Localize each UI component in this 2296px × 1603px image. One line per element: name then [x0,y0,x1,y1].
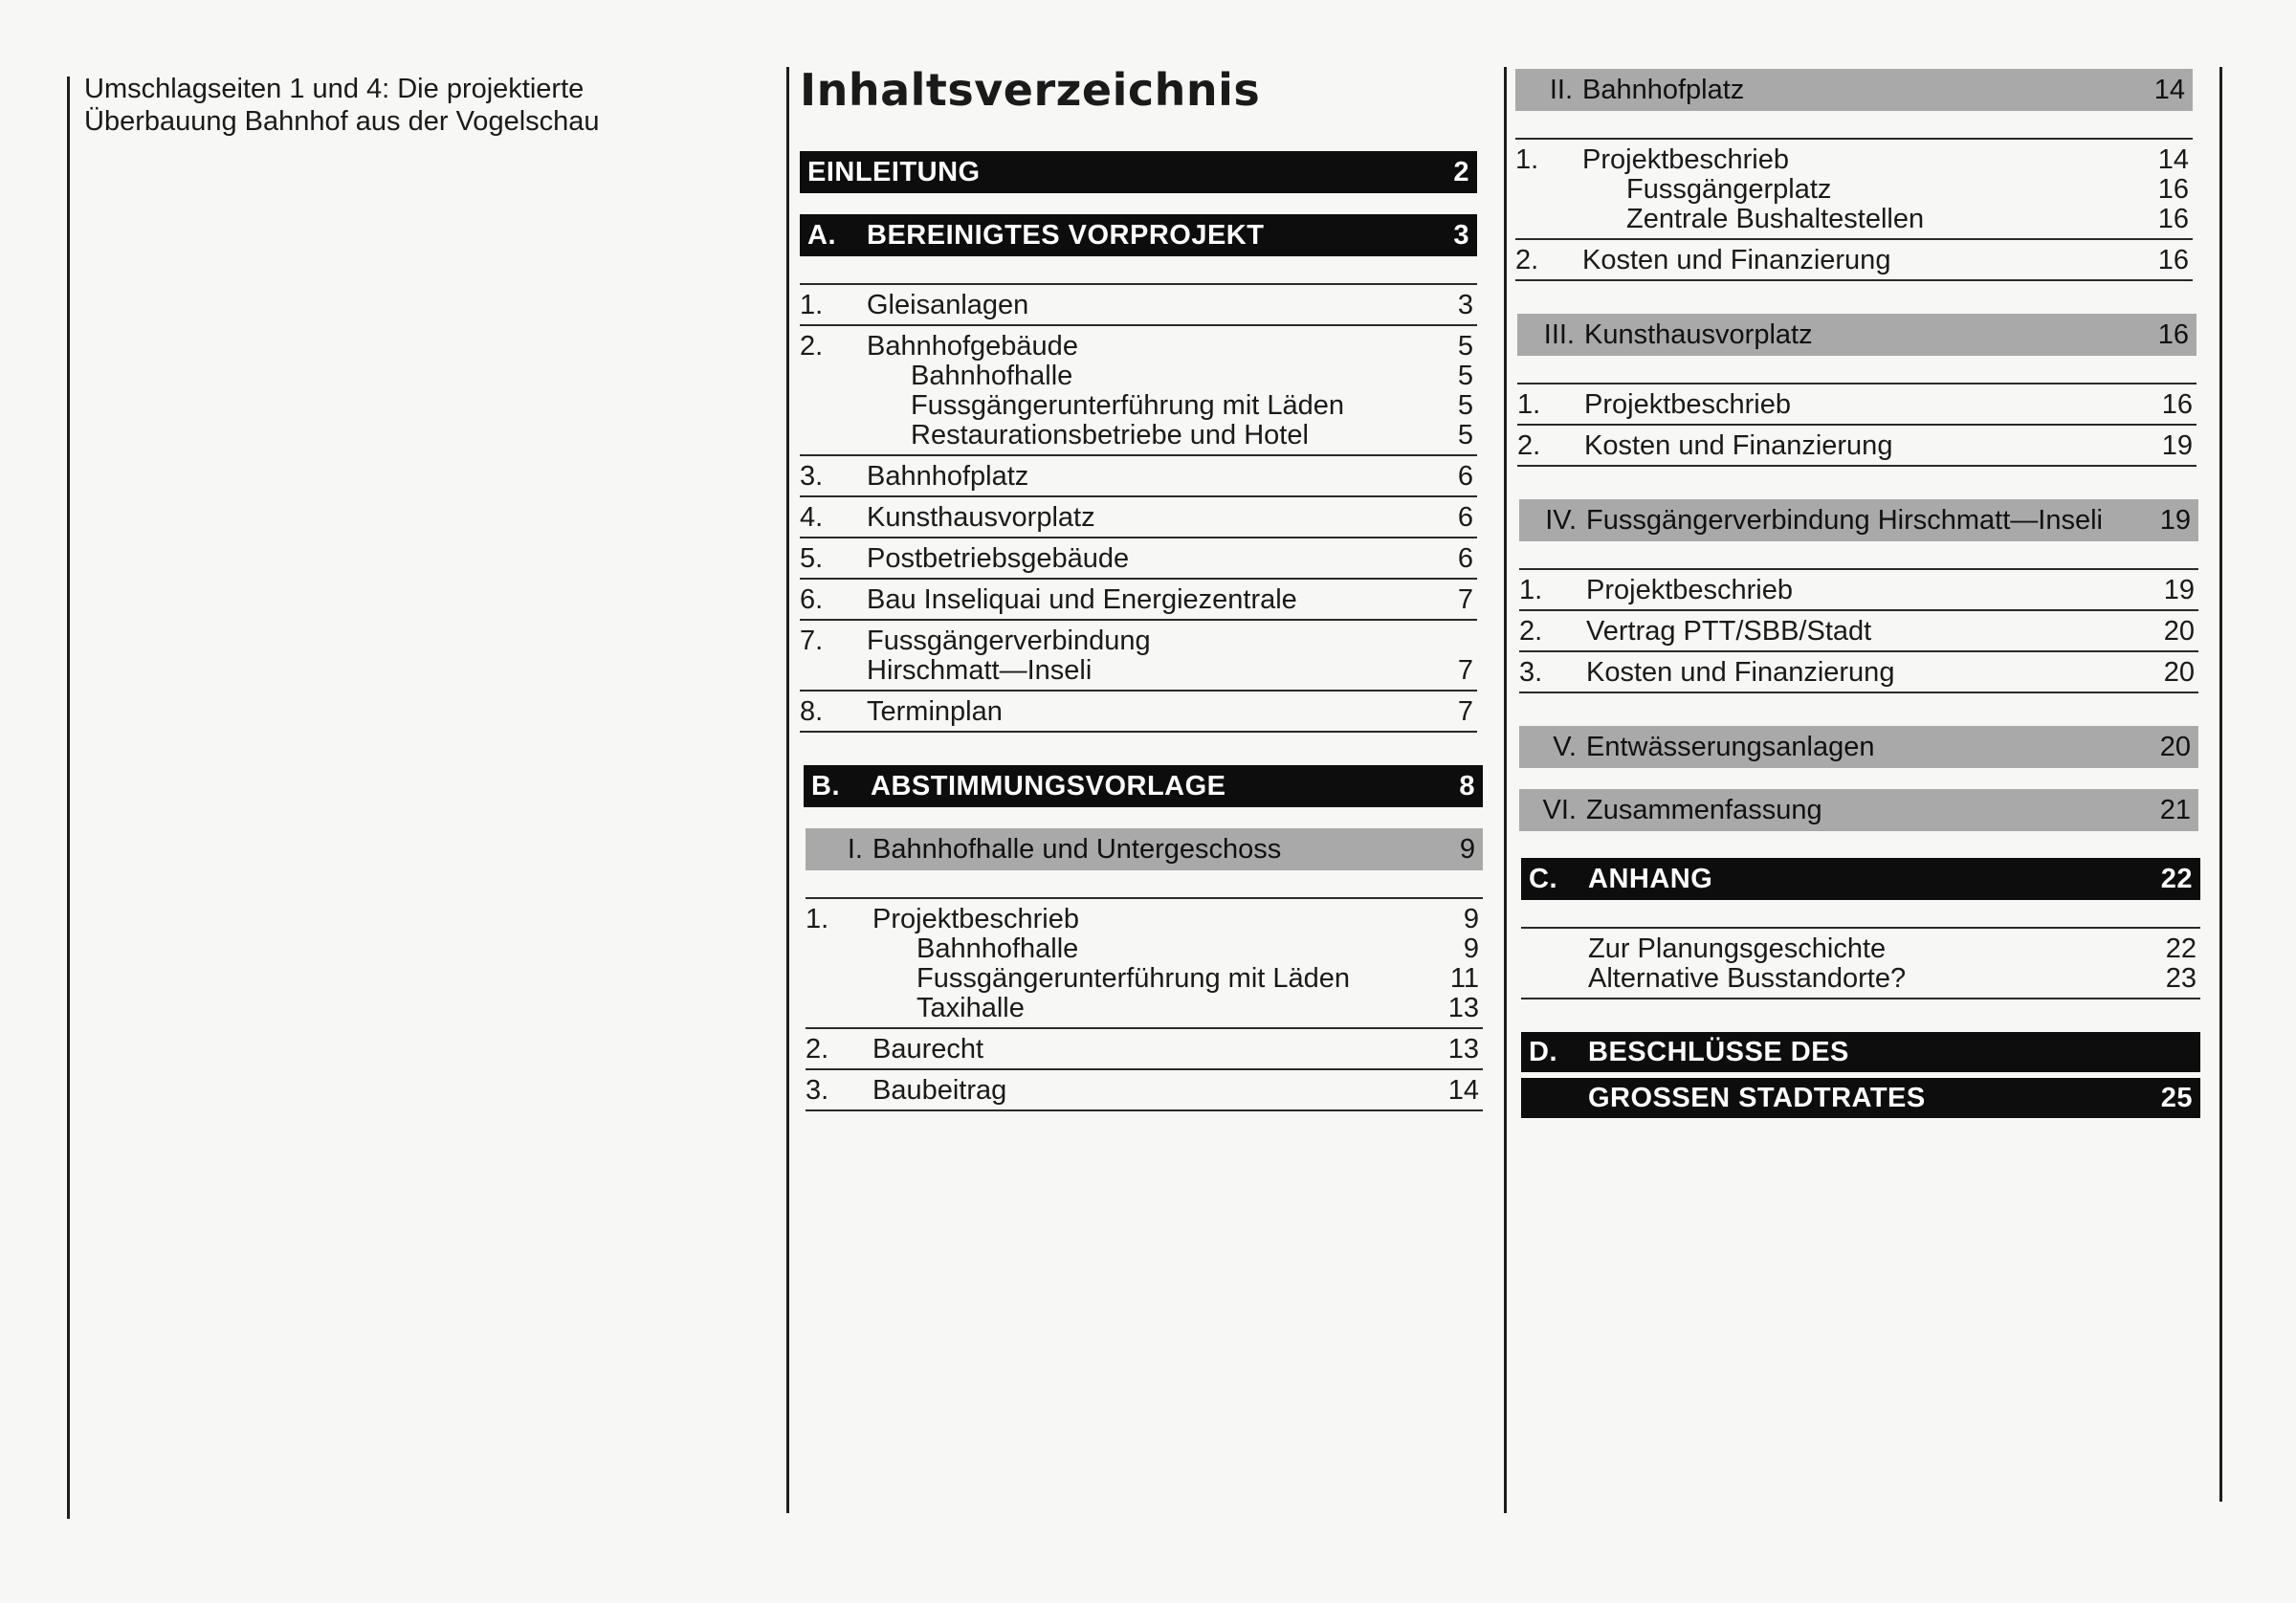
toc-subentry-line [872,994,1479,1023]
toc-subheading-number: IV. [1545,504,1577,536]
toc-entry-line [872,1076,1479,1106]
toc-entry-body [867,544,1473,574]
toc-entry[interactable] [800,326,1477,456]
toc-entry-body [867,585,1473,615]
caption-line-2: Überbauung Bahnhof aus der Vogelschau [84,106,600,137]
toc-entry-number: 6. [800,584,824,615]
toc-entry-number: 1. [806,904,829,934]
toc-entry-text: Restaurationsbetriebe und Hotel [911,420,1309,450]
toc-entry-body [1584,390,2193,420]
toc-entry-text: Fussgängerunterführung mit Läden [911,390,1345,421]
toc-entry-line [1582,246,2189,275]
toc-subheading-page: 20 [2159,731,2191,762]
toc-heading-label: EINLEITUNG [807,156,981,187]
toc-entry-page: 7 [1457,696,1473,727]
toc-entry-body [1586,617,2195,647]
toc-heading-section-b[interactable] [804,765,1483,807]
toc-heading-section-a[interactable] [800,214,1477,256]
toc-heading-section-d-continued[interactable] [1521,1078,2200,1118]
toc-subheading-page: 19 [2159,504,2191,536]
toc-entry-text: Terminplan [867,696,1003,727]
toc-heading-page: 22 [2160,863,2193,894]
toc-list-section-c [1521,927,2200,999]
toc-entry-line [1586,617,2195,647]
toc-heading-page: 25 [2160,1082,2193,1113]
toc-entry-line [1586,658,2195,688]
toc-entry-text: Kosten und Finanzierung [1586,657,1895,688]
toc-entry-page: 7 [1457,584,1473,615]
toc-entry[interactable] [1519,652,2198,693]
toc-subheading-label: Zusammenfassung [1586,794,1822,825]
toc-entry-page: 16 [2161,389,2193,420]
toc-list-b-ii [1515,138,2193,281]
toc-entry-page: 14 [2157,144,2189,175]
toc-entry-body [867,626,1473,686]
toc-subheading-number: II. [1549,74,1573,105]
toc-entry-body [872,1076,1479,1106]
toc-entry-page: 6 [1457,543,1473,574]
toc-column-right [1515,69,2197,1118]
toc-subheading-page: 16 [2157,318,2189,350]
toc-entry-body [872,905,1479,1023]
toc-entry-line [867,697,1473,727]
column-rule-right [2219,67,2222,1502]
toc-subentry-line [1588,964,2197,994]
toc-list-b-iii [1517,383,2197,467]
toc-entry-line [867,291,1473,320]
toc-entry-number: 2. [806,1034,829,1065]
toc-entry-line [1588,934,2197,964]
toc-entry-page: 13 [1447,1034,1479,1065]
toc-entry-body [1586,658,2195,688]
toc-entry-line [867,332,1473,362]
toc-entry-page: 23 [2165,963,2197,994]
toc-subentry-line [867,421,1473,450]
toc-entry-text: Hirschmatt—Inseli [867,655,1093,686]
toc-subheading-label: Entwässerungsanlagen [1586,731,1875,762]
toc-entry-text: Fussgängerverbindung [867,626,1151,656]
toc-entry[interactable] [1515,240,2193,281]
toc-entry-number: 8. [800,696,824,727]
toc-entry-body [867,332,1473,450]
toc-entry-text: Alternative Busstandorte? [1588,963,1907,994]
toc-entry-page: 5 [1457,420,1473,450]
toc-column-left [800,63,1479,1111]
toc-entry-number: 5. [800,543,824,574]
toc-entry-page: 5 [1457,331,1473,362]
toc-subheading-label: Fussgängerverbindung Hirschmatt—Inseli [1586,504,2103,536]
toc-entry-text: Bahnhofplatz [867,461,1029,492]
toc-subheading-label: Bahnhofplatz [1582,74,1745,105]
toc-heading-page: 8 [1459,770,1475,802]
toc-entry[interactable] [806,1029,1483,1070]
toc-entry[interactable] [800,621,1477,692]
column-rule-middle-left [786,67,789,1513]
toc-heading-number: D. [1529,1036,1557,1067]
toc-entry-page: 6 [1457,502,1473,533]
toc-entry-number: 2. [800,331,824,362]
toc-entry-page: 16 [2157,245,2189,275]
toc-entry-text: Bahnhofgebäude [867,331,1078,362]
toc-entry-number: 4. [800,502,824,533]
toc-entry-text: Bahnhofhalle [911,361,1073,391]
toc-entry-line [867,585,1473,615]
toc-entry-page: 5 [1457,361,1473,391]
toc-entry-page: 13 [1447,993,1479,1023]
toc-entry-page [1466,626,1473,656]
toc-entry-text: Gleisanlagen [867,290,1029,320]
toc-entry-page: 20 [2163,616,2195,647]
toc-subheading-number: I. [847,833,863,865]
toc-entry-page: 22 [2165,933,2197,964]
toc-subheading-b-ii[interactable] [1515,69,2193,111]
toc-entry[interactable] [1515,140,2193,240]
toc-entry[interactable] [800,538,1477,580]
toc-list-b-iv [1519,568,2198,693]
column-rule-middle-right [1504,67,1507,1513]
toc-entry-number: 1. [1515,144,1539,175]
toc-entry-page: 16 [2157,204,2189,234]
toc-entry-text: Bau Inseliquai und Energiezentrale [867,584,1297,615]
toc-subheading-b-iii[interactable] [1517,314,2197,356]
toc-entry-number: 2. [1519,616,1543,647]
toc-subheading-label: Kunsthausvorplatz [1584,318,1813,350]
toc-entry-text: Baubeitrag [872,1075,1007,1106]
toc-entry-body [867,503,1473,533]
toc-entry-number: 1. [1519,575,1543,605]
cover-caption [84,73,696,138]
toc-entry-body [872,1035,1479,1065]
toc-heading-label: ANHANG [1588,863,1713,894]
caption-line-1: Umschlagseiten 1 und 4: Die projektierte [84,74,585,104]
toc-heading-number: A. [807,219,836,251]
toc-subheading-number: III. [1543,318,1575,350]
toc-subheading-b-iv[interactable] [1519,499,2198,541]
toc-subentry-line [867,362,1473,391]
toc-subheading-number: V. [1553,731,1577,762]
toc-heading-section-c[interactable] [1521,858,2200,900]
toc-subheading-b-vi[interactable] [1519,789,2198,831]
toc-entry-body [1588,934,2197,994]
toc-entry-number: 2. [1517,430,1541,461]
toc-entry-line [867,544,1473,574]
toc-entry-line [1582,145,2189,175]
toc-entry-text: Projektbeschrieb [1582,144,1789,175]
toc-heading-label-line2: GROSSEN STADTRATES [1588,1082,1926,1113]
toc-entry-body [867,291,1473,320]
toc-entry-page: 5 [1457,390,1473,421]
toc-entry[interactable] [1517,426,2197,467]
toc-subentry-line [867,391,1473,421]
toc-entry-number: 3. [806,1075,829,1106]
toc-heading-number: C. [1529,863,1557,894]
toc-entry[interactable] [800,456,1477,497]
toc-heading-label: ABSTIMMUNGSVORLAGE [871,770,1226,802]
toc-entry[interactable] [1517,384,2197,426]
toc-subentry-line [872,964,1479,994]
toc-entry-text: Projektbeschrieb [1584,389,1791,420]
toc-entry-text: Kunsthausvorplatz [867,502,1095,533]
toc-list-section-a [800,283,1477,733]
toc-entry-number [1521,934,1588,994]
toc-entry-text: Kosten und Finanzierung [1584,430,1893,461]
toc-entry-line [1584,431,2193,461]
toc-entry-text: Kosten und Finanzierung [1582,245,1891,275]
toc-entry-body [1582,145,2189,234]
toc-entry-line [867,462,1473,492]
toc-entry-text: Vertrag PTT/SBB/Stadt [1586,616,1872,647]
toc-entry-line [1584,390,2193,420]
toc-entry-text: Taxihalle [916,993,1025,1023]
toc-entry-number: 2. [1515,245,1539,275]
toc-entry[interactable] [800,285,1477,326]
toc-entry-number: 3. [1519,657,1543,688]
toc-entry-body [1582,246,2189,275]
toc-subentry-line [872,934,1479,964]
column-rule-left [67,77,70,1519]
toc-entry-text: Projektbeschrieb [872,904,1079,934]
toc-entry-page: 9 [1463,933,1479,964]
toc-entry-line [1586,576,2195,605]
toc-entry[interactable] [806,1070,1483,1111]
toc-subentry-line [1582,205,2189,234]
toc-entry-page: 6 [1457,461,1473,492]
toc-heading-label: BEREINIGTES VORPROJEKT [867,219,1265,251]
toc-entry-body [1586,576,2195,605]
toc-entry[interactable] [800,497,1477,538]
toc-heading-section-d[interactable] [1521,1032,2200,1072]
toc-subheading-label: Bahnhofhalle und Untergeschoss [872,833,1282,865]
page-title: Inhaltsverzeichnis [800,64,1261,116]
toc-subheading-page: 9 [1459,833,1475,865]
toc-entry-text: Zentrale Bushaltestellen [1626,204,1925,234]
toc-entry[interactable] [800,580,1477,621]
toc-subheading-b-i[interactable] [806,828,1483,870]
toc-entry-line [872,1035,1479,1065]
toc-entry-page: 9 [1463,904,1479,934]
toc-subheading-b-v[interactable] [1519,726,2198,768]
toc-heading-label-line1: BESCHLÜSSE DES [1588,1036,1849,1067]
toc-entry-page: 20 [2163,657,2195,688]
toc-entry[interactable] [1521,929,2200,999]
toc-list-b-i [806,897,1483,1111]
toc-entry-page: 19 [2163,575,2195,605]
toc-entry-page: 14 [1447,1075,1479,1106]
toc-entry-text: Baurecht [872,1034,984,1065]
toc-subheading-page: 21 [2159,794,2191,825]
toc-entry-line [867,503,1473,533]
toc-entry-number: 7. [800,626,824,656]
toc-entry-body [867,697,1473,727]
toc-subentry-line [867,656,1473,686]
toc-entry-page: 11 [1449,963,1479,994]
toc-entry-body [867,462,1473,492]
toc-entry-text: Bahnhofhalle [916,933,1079,964]
toc-subentry-line [1582,175,2189,205]
toc-heading-page: 3 [1453,219,1469,251]
toc-heading-number: B. [811,770,840,802]
toc-entry-number: 3. [800,461,824,492]
toc-entry-number: 1. [800,290,824,320]
toc-entry-line [867,626,1473,656]
toc-entry[interactable] [800,692,1477,733]
toc-entry-line [872,905,1479,934]
toc-entry-page: 16 [2157,174,2189,205]
toc-entry[interactable] [806,899,1483,1029]
toc-entry-text: Zur Planungsgeschichte [1588,933,1887,964]
toc-entry[interactable] [1519,570,2198,611]
toc-entry-page: 3 [1457,290,1473,320]
toc-subheading-number: VI. [1542,794,1577,825]
toc-entry-text: Projektbeschrieb [1586,575,1793,605]
toc-subheading-page: 14 [2153,74,2185,105]
toc-entry-text: Fussgängerplatz [1626,174,1832,205]
toc-heading-einleitung[interactable] [800,151,1477,193]
toc-heading-page: 2 [1453,156,1469,187]
toc-entry-text: Fussgängerunterführung mit Läden [916,963,1351,994]
toc-entry[interactable] [1519,611,2198,652]
toc-entry-text: Postbetriebsgebäude [867,543,1130,574]
toc-entry-page: 7 [1457,655,1473,686]
toc-entry-number: 1. [1517,389,1541,420]
toc-entry-body [1584,431,2193,461]
toc-entry-page: 19 [2161,430,2193,461]
